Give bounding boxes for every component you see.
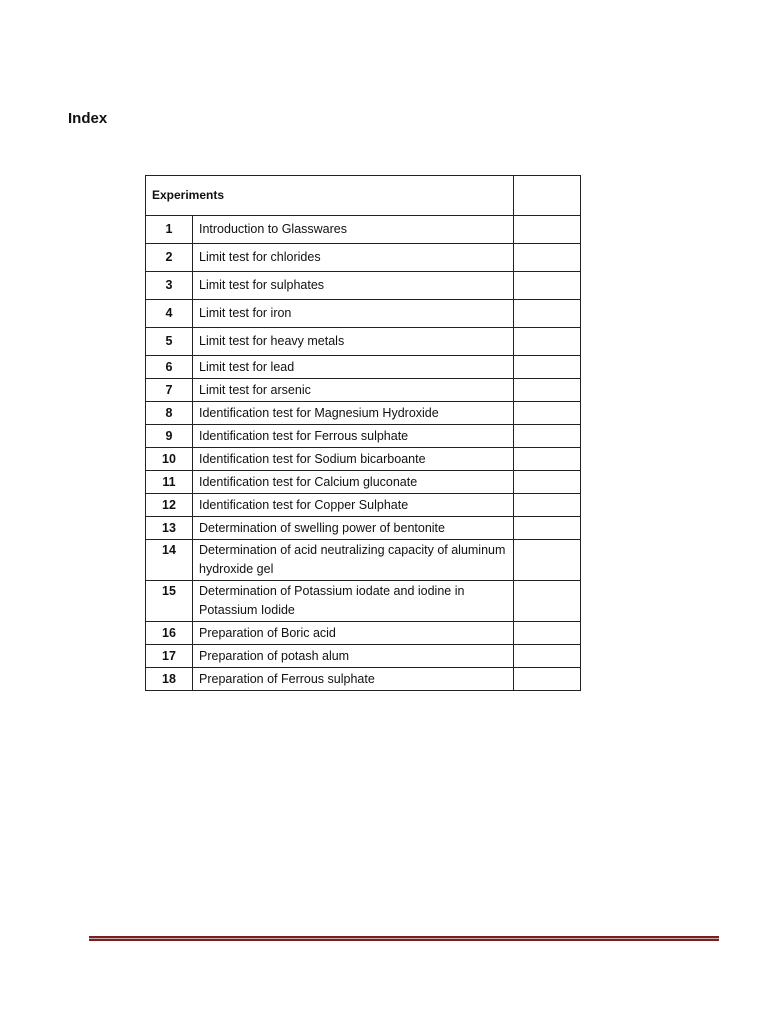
experiment-title: Determination of swelling power of bentonite	[193, 517, 514, 540]
table-row	[146, 379, 581, 402]
row-number: 1	[146, 216, 193, 244]
experiment-title: Limit test for heavy metals	[193, 328, 514, 356]
table-row	[146, 494, 581, 517]
table-row	[146, 356, 581, 379]
table-row	[146, 216, 581, 244]
row-number: 5	[146, 328, 193, 356]
experiment-title: Identification test for Copper Sulphate	[193, 494, 514, 517]
row-number: 17	[146, 645, 193, 668]
table-row	[146, 244, 581, 272]
table-row	[146, 402, 581, 425]
row-number: 2	[146, 244, 193, 272]
experiment-title: Introduction to Glasswares	[193, 216, 514, 244]
experiments-index-table	[145, 175, 581, 691]
experiment-title: Identification test for Sodium bicarboante	[193, 448, 514, 471]
blank-cell	[514, 379, 581, 402]
table-row	[146, 622, 581, 645]
experiment-title: Limit test for chlorides	[193, 244, 514, 272]
blank-cell	[514, 272, 581, 300]
table-row	[146, 471, 581, 494]
row-number: 9	[146, 425, 193, 448]
table-header-row	[146, 176, 581, 216]
row-number: 12	[146, 494, 193, 517]
table-row	[146, 645, 581, 668]
table-row	[146, 540, 581, 581]
row-number: 7	[146, 379, 193, 402]
experiment-title: Limit test for iron	[193, 300, 514, 328]
table-row	[146, 517, 581, 540]
experiment-title: Identification test for Ferrous sulphate	[193, 425, 514, 448]
experiment-title: Limit test for arsenic	[193, 379, 514, 402]
blank-cell	[514, 494, 581, 517]
blank-cell	[514, 328, 581, 356]
row-number: 15	[146, 581, 193, 622]
table-row	[146, 448, 581, 471]
row-number: 18	[146, 668, 193, 691]
blank-cell	[514, 356, 581, 379]
blank-cell	[514, 517, 581, 540]
experiment-title: Limit test for sulphates	[193, 272, 514, 300]
row-number: 8	[146, 402, 193, 425]
experiment-title: Preparation of potash alum	[193, 645, 514, 668]
header-blank-cell	[514, 176, 581, 216]
experiment-title: Identification test for Magnesium Hydroxide	[193, 402, 514, 425]
blank-cell	[514, 668, 581, 691]
table-row	[146, 328, 581, 356]
experiment-title: Determination of Potassium iodate and iodine in Potassium Iodide	[193, 581, 514, 622]
table-row	[146, 668, 581, 691]
blank-cell	[514, 402, 581, 425]
row-number: 3	[146, 272, 193, 300]
table-row	[146, 300, 581, 328]
experiment-title: Determination of acid neutralizing capacity of aluminum hydroxide gel	[193, 540, 514, 581]
experiment-title: Preparation of Ferrous sulphate	[193, 668, 514, 691]
blank-cell	[514, 622, 581, 645]
row-number: 13	[146, 517, 193, 540]
experiment-title: Preparation of Boric acid	[193, 622, 514, 645]
row-number: 6	[146, 356, 193, 379]
blank-cell	[514, 300, 581, 328]
experiment-title: Identification test for Calcium gluconate	[193, 471, 514, 494]
blank-cell	[514, 216, 581, 244]
blank-cell	[514, 540, 581, 581]
page-title: Index	[68, 110, 108, 127]
blank-cell	[514, 448, 581, 471]
row-number: 11	[146, 471, 193, 494]
row-number: 14	[146, 540, 193, 581]
blank-cell	[514, 471, 581, 494]
table-row	[146, 272, 581, 300]
blank-cell	[514, 645, 581, 668]
experiments-header: Experiments	[146, 176, 514, 216]
blank-cell	[514, 244, 581, 272]
footer-divider-inner	[89, 938, 719, 939]
row-number: 4	[146, 300, 193, 328]
table-row	[146, 425, 581, 448]
row-number: 16	[146, 622, 193, 645]
experiment-title: Limit test for lead	[193, 356, 514, 379]
blank-cell	[514, 425, 581, 448]
blank-cell	[514, 581, 581, 622]
row-number: 10	[146, 448, 193, 471]
table-row	[146, 581, 581, 622]
